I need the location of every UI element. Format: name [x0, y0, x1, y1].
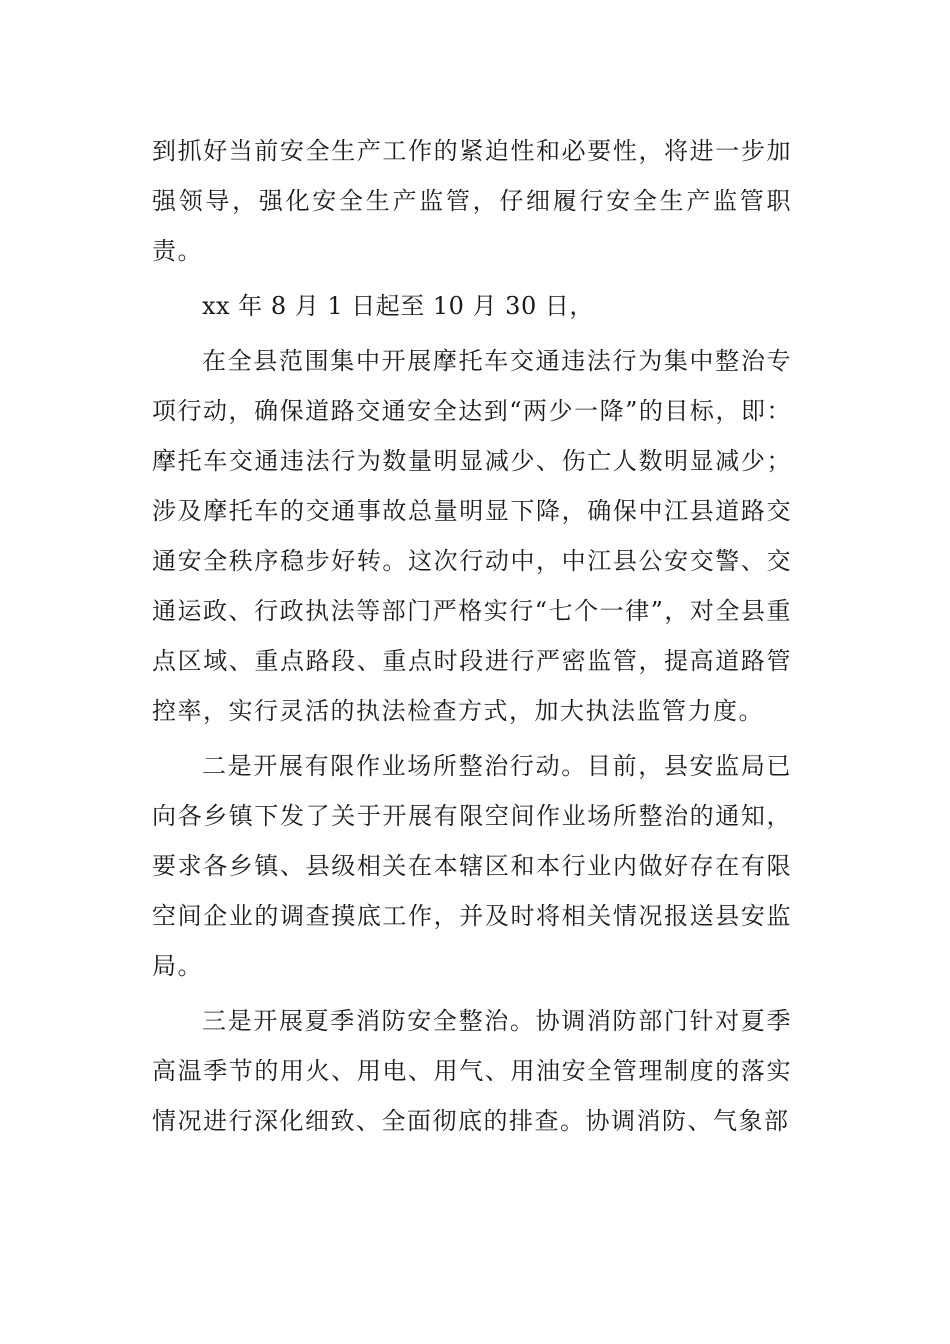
paragraph-summer-fire-safety: 三是开展夏季消防安全整治。协调消防部门针对夏季高温季节的用火、用电、用气、用油安全管理制度的落实情况进行深化细致、全面彻底的排查。协调消防、气象部 [152, 1007, 792, 1135]
paragraph-motorcycle-campaign: 在全县范围集中开展摩托车交通违法行为集中整治专项行动，确保道路交通安全达到“两少一降”的目标，即：摩托车交通违法行为数量明显减少、伤亡人数明显减少；涉及摩托车的交通事故总量明显下降，确保中江县道路交通安全秩序稳步好转。这次行动中，中江县公安交警、交通运政、行政执法等部门严格实行“七个一律”，对全县重点区域、重点路段、重点时段进行严密监管，提高道路管控率，实行灵活的执法检查方式，加大执法监管力度。 [152, 347, 792, 725]
paragraph-continuation: 到抓好当前安全生产工作的紧迫性和必要性，将进一步加强领导，强化安全生产监管，仔细履行安全生产监管职责。 [152, 137, 792, 265]
document-body [152, 126, 792, 1151]
paragraph-confined-space: 二是开展有限作业场所整治行动。目前，县安监局已向各乡镇下发了关于开展有限空间作业场所整治的通知，要求各乡镇、县级相关在本辖区和本行业内做好存在有限空间企业的调查摸底工作，并及时将相关情况报送县安监局。 [152, 752, 792, 980]
paragraph-date-range: xx 年 8 月 1 日起至 10 月 30 日， [202, 292, 594, 320]
